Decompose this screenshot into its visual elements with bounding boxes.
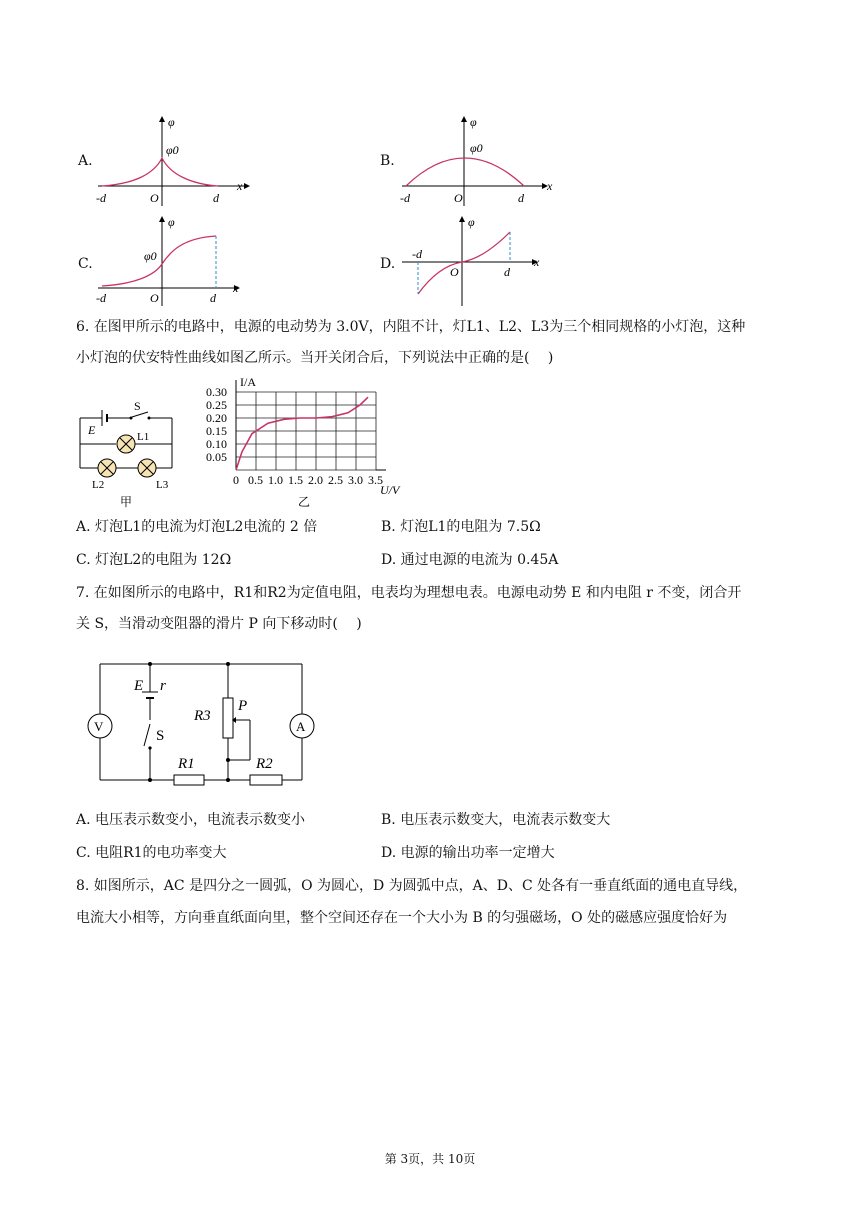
q5-graph-b — [398, 114, 558, 210]
q7-option-d[interactable]: D. 电源的输出功率一定增大 — [381, 845, 555, 861]
svg-text:-d: -d — [96, 191, 106, 205]
q6-stem-line1: 6. 在图甲所示的电路中，电源的电动势为 3.0V，内阻不计，灯L1、L2、L3为三个相同规格的小灯泡，这种 — [76, 319, 746, 335]
x-tick-label: 0 — [233, 473, 239, 487]
q7-circuit — [86, 654, 316, 794]
q5-option-b-label: B. — [380, 153, 395, 169]
svg-text:甲: 甲 — [120, 495, 133, 509]
q6-circuit-jia — [76, 396, 182, 514]
svg-text:乙: 乙 — [298, 495, 311, 509]
svg-text:O: O — [450, 265, 459, 279]
y-tick-label: 0.30 — [206, 385, 227, 399]
svg-text:A: A — [296, 719, 306, 734]
q7-stem-line1: 7. 在如图所示的电路中，R1和R2为定值电阻，电表均为理想电表。电源电动势 E 和内电阻 r 不变，闭合开 — [76, 585, 742, 601]
svg-text:d: d — [518, 191, 524, 205]
y-tick-label: 0.15 — [206, 424, 227, 438]
q8-stem-line1: 8. 如图所示，AC 是四分之一圆弧，O 为圆心，D 为圆弧中点，A、D、C 处各有一垂直纸面的通电直导线， — [76, 878, 748, 894]
svg-text:φ: φ — [468, 215, 475, 229]
svg-text:x: x — [237, 179, 243, 193]
svg-text:R2: R2 — [256, 756, 273, 772]
svg-text:φ: φ — [168, 115, 175, 129]
x-tick-label: 3.0 — [348, 473, 363, 487]
svg-text:E: E — [134, 678, 144, 694]
svg-text:-d: -d — [400, 191, 410, 205]
y-tick-label: 0.10 — [206, 437, 227, 451]
y-tick-label: 0.05 — [206, 450, 227, 464]
q5-graph-a — [94, 114, 254, 210]
iv-ytick-labels — [206, 385, 227, 464]
q8-stem-line2: 电流大小相等，方向垂直纸面向里，整个空间还存在一个大小为 B 的匀强磁场，O 处的磁感应强度恰好为 — [76, 910, 728, 926]
svg-text:d: d — [210, 291, 216, 305]
svg-text:d: d — [213, 191, 219, 205]
q5-graph-d — [398, 214, 558, 310]
svg-text:φ: φ — [470, 115, 477, 129]
svg-text:x: x — [547, 179, 553, 193]
q7-option-a[interactable]: A. 电压表示数变小，电流表示数变小 — [76, 812, 306, 828]
q5-option-d-label: D. — [380, 256, 396, 272]
svg-text:O: O — [150, 291, 159, 305]
svg-text:O: O — [454, 191, 463, 205]
svg-text:L2: L2 — [92, 479, 105, 491]
x-tick-label: 2.5 — [328, 473, 343, 487]
svg-text:-d: -d — [96, 291, 106, 305]
svg-text:d: d — [504, 265, 510, 279]
q7-stem-line2: 关 S，当滑动变阻器的滑片 P 向下移动时( ) — [76, 616, 362, 632]
svg-text:I/A: I/A — [240, 375, 256, 389]
svg-text:S: S — [134, 399, 141, 413]
svg-text:r: r — [160, 678, 166, 694]
q6-stem-line2: 小灯泡的伏安特性曲线如图乙所示。当开关闭合后，下列说法中正确的是( ) — [76, 350, 554, 366]
page-footer: 第 3页，共 10页 — [384, 1152, 476, 1166]
q6-option-a[interactable]: A. 灯泡L1的电流为灯泡L2电流的 2 倍 — [76, 519, 318, 535]
q6-option-b[interactable]: B. 灯泡L1的电阻为 7.5Ω — [381, 519, 541, 535]
x-tick-label: 1.0 — [268, 473, 283, 487]
svg-text:R1: R1 — [178, 756, 195, 772]
iv-xtick-labels — [233, 473, 383, 487]
svg-text:φ0: φ0 — [144, 249, 157, 263]
q6-iv-graph-yi — [198, 372, 430, 512]
x-tick-label: 0.5 — [248, 473, 263, 487]
svg-text:S: S — [156, 728, 165, 744]
x-tick-label: 2.0 — [308, 473, 323, 487]
q5-graph-c — [94, 214, 254, 310]
svg-text:V: V — [94, 719, 104, 734]
iv-grid — [236, 380, 386, 470]
q6-option-d[interactable]: D. 通过电源的电流为 0.45A — [381, 552, 559, 568]
svg-text:-d: -d — [412, 247, 422, 261]
y-tick-label: 0.20 — [206, 411, 227, 425]
x-tick-label: 3.5 — [368, 473, 383, 487]
q7-option-b[interactable]: B. 电压表示数变大，电流表示数变大 — [381, 812, 611, 828]
svg-text:φ0: φ0 — [166, 143, 179, 157]
svg-text:R3: R3 — [194, 708, 211, 724]
q5-option-a-label: A. — [78, 153, 93, 169]
svg-text:U/V: U/V — [380, 483, 400, 497]
svg-text:O: O — [150, 191, 159, 205]
svg-text:φ0: φ0 — [470, 141, 483, 155]
svg-text:E: E — [88, 423, 96, 437]
y-tick-label: 0.25 — [206, 398, 227, 412]
svg-text:x: x — [534, 255, 540, 269]
svg-text:x: x — [233, 281, 239, 295]
svg-text:L3: L3 — [156, 479, 169, 491]
svg-text:φ: φ — [168, 215, 175, 229]
q6-option-c[interactable]: C. 灯泡L2的电阻为 12Ω — [76, 552, 232, 568]
svg-text:L1: L1 — [137, 431, 150, 443]
svg-text:P: P — [238, 698, 248, 714]
q7-option-c[interactable]: C. 电阻R1的电功率变大 — [76, 845, 227, 861]
q5-option-c-label: C. — [78, 256, 93, 272]
x-tick-label: 1.5 — [288, 473, 303, 487]
